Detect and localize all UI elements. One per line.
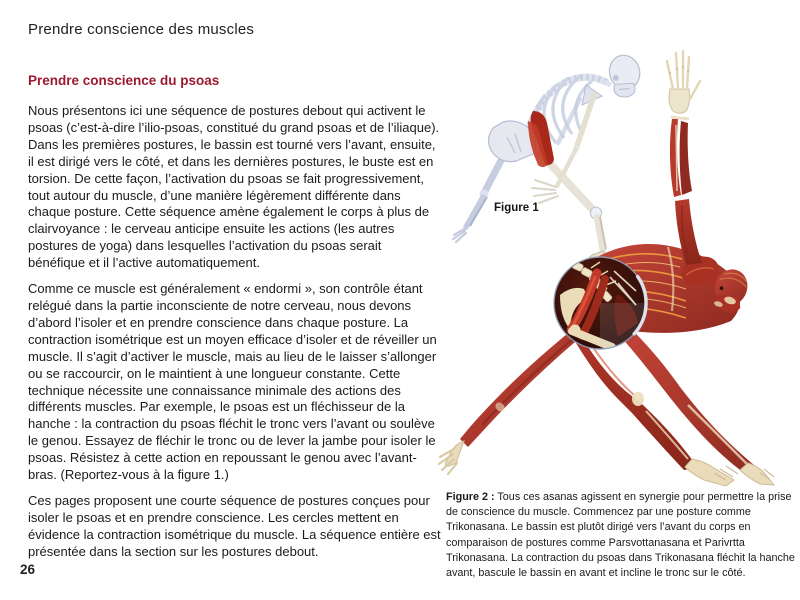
raised-arm (667, 51, 702, 265)
figure2-text: Tous ces asanas agissent en synergie pour permettre la prise de conscience du muscle. Commencez par une posture comme Trikonasana. Le bassin est plutôt dirigé vers l’avant du corps en comparaison de postures comme Parsvottanasana et Parivrtta Trikonasana. La contraction du psoas dans Trikonasana fléchit la hanche avant, bascule le bassin en avant et incline le tronc sur le côté. (446, 491, 795, 580)
figure2-caption (446, 490, 798, 581)
figure1-skeleton (453, 52, 646, 265)
running-head: Prendre conscience des muscles (28, 21, 255, 38)
figure1-label: Figure 1 (494, 202, 539, 214)
anatomy-illustration (430, 25, 800, 490)
paragraph-3: Ces pages proposent une courte séquence de postures conçues pour isoler le psoas et en prendre conscience. Les cercles mettent en évidence la contraction isométrique du muscle. La séquence entière est présentée dans la section sur les postures debout. (28, 492, 441, 559)
skull (605, 52, 645, 100)
skeleton-hand (532, 180, 558, 203)
page-number: 26 (20, 562, 36, 577)
paragraph-1: Nous présentons ici une séquence de postures debout qui activent le psoas (c’est-à-dire l’ilio-psoas, constitué du grand psoas et de l’iliaque). Dans les premières postures, le bassin est tourné vers l’avant, ensuite, il est dirigé vers le côté, et dans les dernières postures, le buste est en torsion. De cette façon, l’activation du psoas se fait progressivement, tout autour du muscle, d’une manière légèrement différente dans chaque posture. Cette séquence amène également le corps à plus de clairvoyance : le cerveau anticipe ensuite les actions (les autres postures de yoga) dans lesquelles l’activation du psoas serait bénéfique et il l’active automatiquement. (28, 103, 440, 271)
anatomy-illustration-svg (430, 25, 800, 490)
section-heading: Prendre conscience du psoas (28, 73, 220, 88)
body-text-column (28, 103, 441, 570)
paragraph-2: Comme ce muscle est généralement « endormi », son contrôle étant relégué dans la partie inconsciente de notre cerveau, nous devons d’abord l’isoler et en prendre conscience dans chaque posture. La contraction isométrique est un moyen efficace d’isoler et de réveiller un muscle. Il s’agit d’activer le muscle, mais au lieu de le laisser s’allonger ou se raccourcir, on le maintient à une longueur constante. Cette technique nécessite une connaissance minimale des actions des différents muscles. Par exemple, le psoas est un fléchisseur de la hanche : la contraction du psoas fléchit le tronc vers l’avant ou soulève le genou. Essayez de fléchir le tronc ou de lever la jambe pour isoler le psoas. Résistez à cette action en repoussant le genou avec l’avant-bras. (Reportez-vous à la figure 1.) (28, 281, 437, 483)
figure2-label: Figure 2 : (446, 491, 495, 503)
psoas-muscle-highlight (528, 111, 554, 167)
